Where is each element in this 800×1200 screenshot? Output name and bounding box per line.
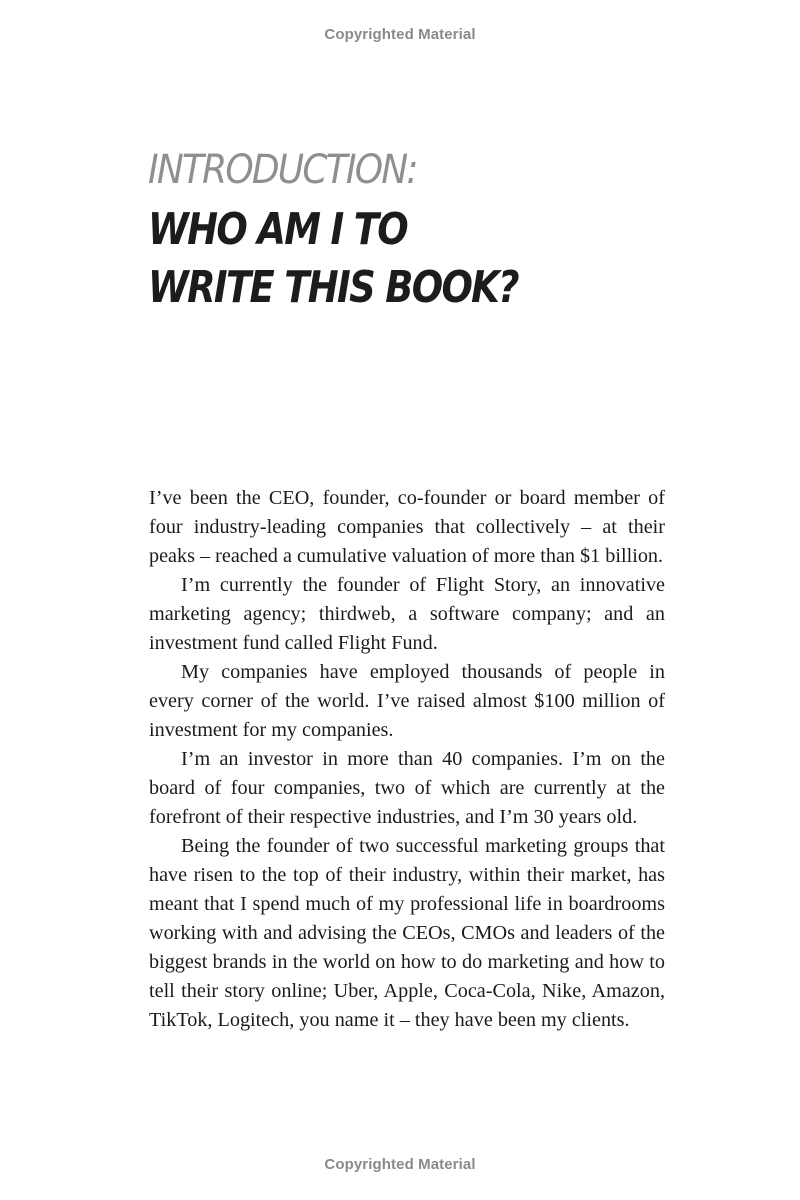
chapter-heading: [148, 147, 668, 322]
paragraph: I’m currently the founder of Flight Story, an innovative marketing agency; thirdweb, a software company; and an investment fund called Flight Fund.: [149, 574, 665, 654]
paragraph: My companies have employed thousands of people in every corner of the world. I’ve raised almost $100 million of investment for my companies.: [149, 661, 665, 741]
paragraph: I’ve been the CEO, founder, co-founder or board member of four industry-leading companies that collectively – at their peaks – reached a cumulative valuation of more than $1 billion.: [149, 487, 665, 567]
body-text: [149, 484, 665, 1035]
copyright-watermark-top: Copyrighted Material: [324, 26, 476, 43]
copyright-watermark-bottom: Copyrighted Material: [324, 1156, 476, 1173]
chapter-title-line: WRITE THIS BOOK?: [148, 262, 518, 313]
chapter-title-line: WHO AM I TO: [148, 204, 408, 255]
chapter-label: INTRODUCTION:: [148, 147, 417, 193]
paragraph: I’m an investor in more than 40 companies. I’m on the board of four companies, two of which are currently at the forefront of their respective industries, and I’m 30 years old.: [149, 748, 665, 828]
paragraph: Being the founder of two successful marketing groups that have risen to the top of their industry, within their market, has meant that I spend much of my professional life in boardrooms working with and advising the CEOs, CMOs and leaders of the biggest brands in the world on how to do marketing and how to tell their story online; Uber, Apple, Coca-Cola, Nike, Amazon, TikTok, Logitech, you name it – they have been my clients.: [149, 835, 665, 1031]
